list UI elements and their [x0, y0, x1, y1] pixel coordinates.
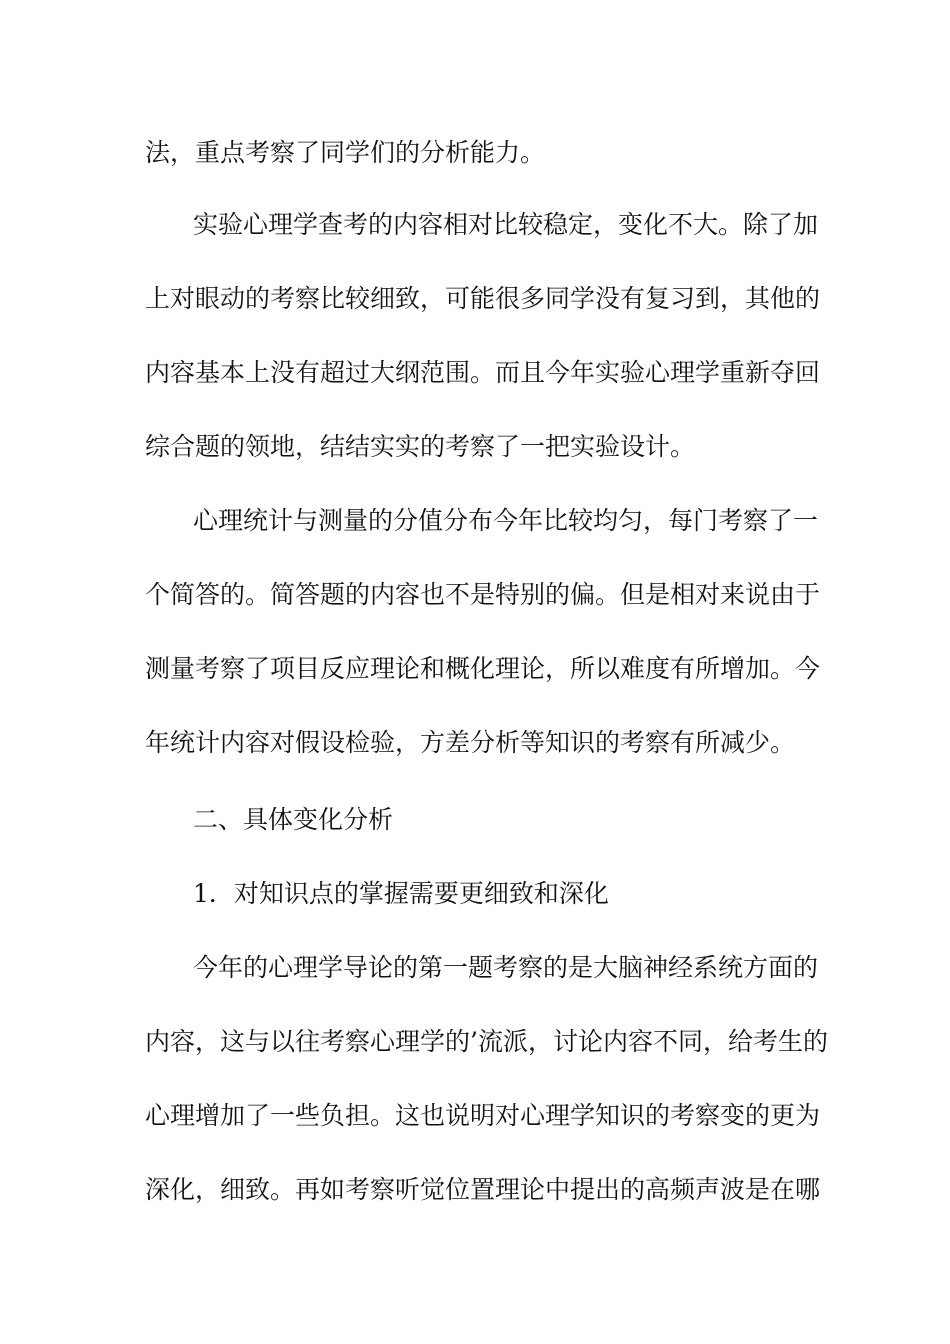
text-line: 综合题的领地，结结实实的考察了一把实验设计。: [145, 432, 696, 461]
section-heading: 二、具体变化分析: [193, 805, 394, 834]
text-line: 心理增加了一些负担。这也说明对心理学知识的考察变的更为: [145, 1101, 821, 1130]
paragraph-first-line: 心理统计与测量的分值分布今年比较均匀，每门考察了一: [193, 506, 819, 535]
text-line: 内容基本上没有超过大纲范围。而且今年实验心理学重新夺回: [145, 358, 821, 387]
text-line: 测量考察了项目反应理论和概化理论，所以难度有所增加。今: [145, 654, 821, 683]
paragraph-first-line: 今年的心理学导论的第一题考察的是大脑神经系统方面的: [193, 953, 819, 982]
text-line: 年统计内容对假设检验，方差分析等知识的考察有所减少。: [145, 728, 796, 757]
text-line: 内容，这与以往考察心理学的’流派，讨论内容不同，给考生的: [145, 1027, 828, 1056]
text-line: 法，重点考察了同学们的分析能力。: [145, 138, 546, 167]
text-line: 个简答的。简答题的内容也不是特别的偏。但是相对来说由于: [145, 580, 821, 609]
subsection-heading: 1．对知识点的掌握需要更细致和深化: [193, 879, 609, 908]
text-line: 深化，细致。再如考察听觉位置理论中提出的高频声波是在哪: [145, 1175, 821, 1204]
paragraph-first-line: 实验心理学查考的内容相对比较稳定，变化不大。除了加: [193, 210, 819, 239]
text-line: 上对眼动的考察比较细致，可能很多同学没有复习到，其他的: [145, 284, 821, 313]
